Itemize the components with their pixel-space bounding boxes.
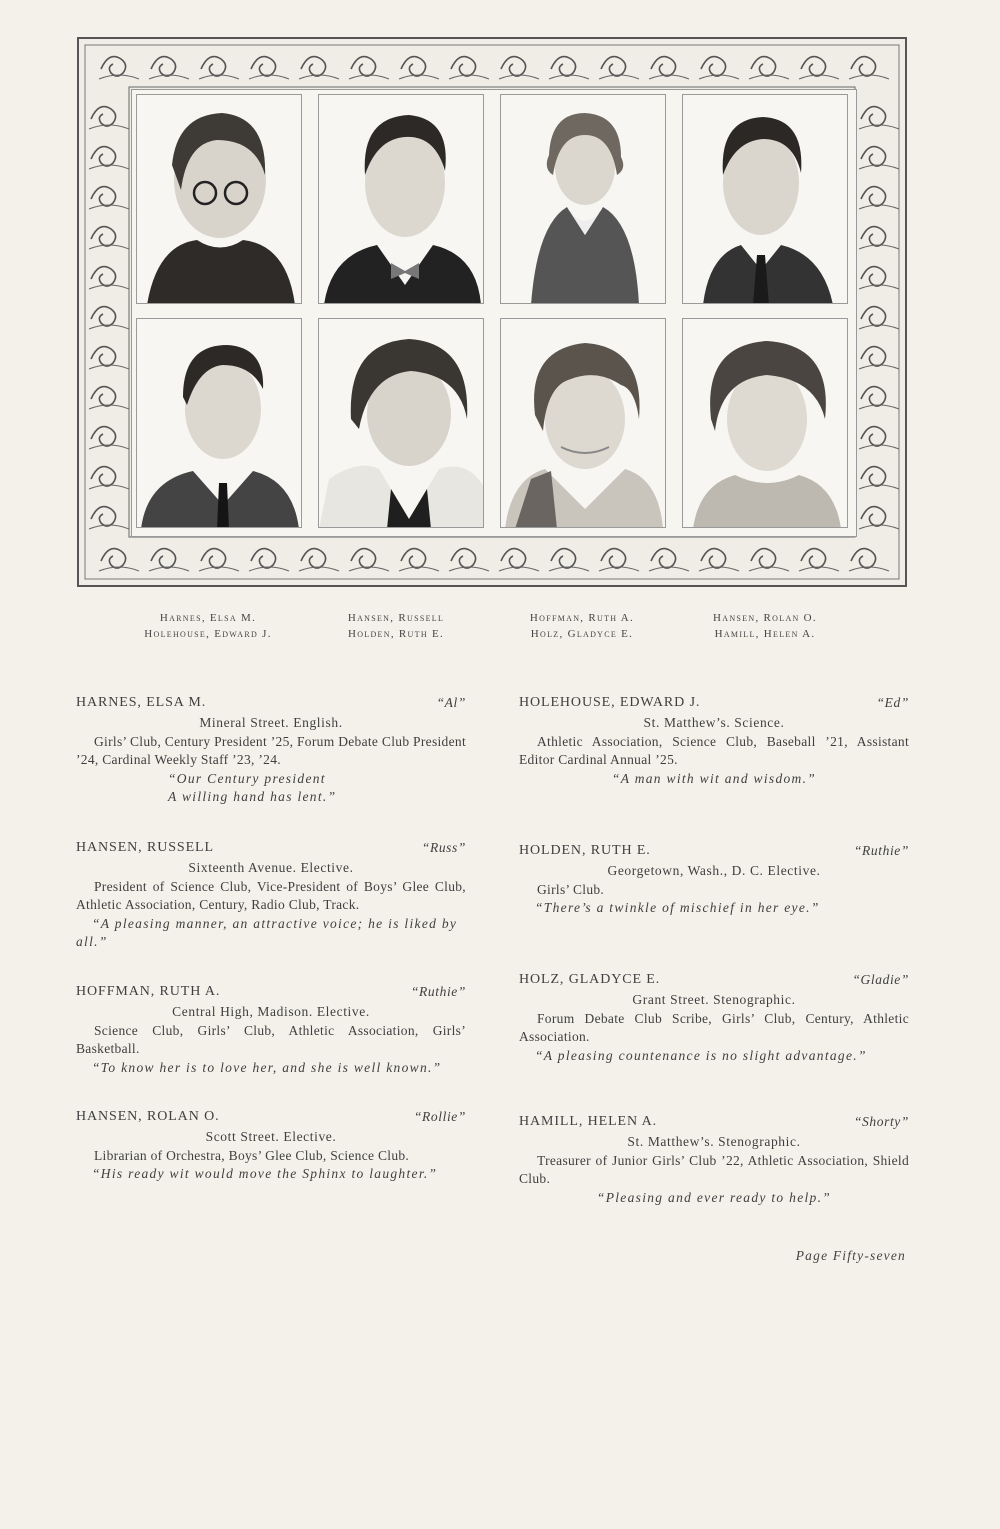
student-activities: Girls’ Club.	[537, 881, 605, 897]
portrait-photo	[136, 94, 302, 304]
student-name: HARNES, ELSA M.	[76, 695, 207, 710]
photo-grid	[131, 89, 857, 537]
caption-bottom: Holehouse, Edward J.	[144, 628, 272, 640]
student-name: HAMILL, HELEN A.	[519, 1114, 658, 1129]
student-name: HOLEHOUSE, EDWARD J.	[519, 695, 701, 710]
portrait-photo	[500, 94, 666, 304]
student-quote: “Our Century president	[168, 770, 326, 786]
student-entry	[76, 694, 466, 807]
caption-top: Hansen, Rolan O.	[713, 612, 817, 624]
student-nickname: “Ruthie”	[410, 984, 466, 999]
student-nickname: “Russ”	[421, 840, 466, 855]
caption-top: Hansen, Russell	[347, 612, 445, 624]
student-address: Mineral Street. English.	[199, 715, 343, 730]
student-name: HANSEN, RUSSELL	[76, 840, 214, 855]
student-activities: Treasurer of Junior Girls’ Club ’22, Athletic Association, Shield Club.	[519, 1152, 909, 1186]
caption-top: Hoffman, Ruth A.	[529, 612, 635, 624]
portrait-photo	[318, 94, 484, 304]
student-nickname: “Ruthie”	[853, 843, 909, 858]
student-entry	[519, 1113, 909, 1207]
caption-column	[482, 610, 682, 642]
portrait-photo	[500, 318, 666, 528]
caption-column	[108, 610, 308, 642]
caption-bottom: Holz, Gladyce E.	[530, 628, 634, 640]
student-quote: “There’s a twinkle of mischief in her eye.”	[535, 900, 820, 915]
student-nickname: “Gladie”	[852, 972, 909, 987]
student-address: St. Matthew’s. Stenographic.	[627, 1134, 801, 1149]
student-address: St. Matthew’s. Science.	[643, 715, 785, 730]
student-quote: A willing hand has lent.”	[168, 789, 337, 804]
student-address: Grant Street. Stenographic.	[632, 992, 796, 1007]
student-activities: Science Club, Girls’ Club, Athletic Association, Girls’ Basketball.	[76, 1022, 466, 1056]
page-number: Page Fifty-seven	[795, 1248, 906, 1263]
student-activities: Athletic Association, Science Club, Baseball ’21, Assistant Editor Cardinal Annual ’25.	[519, 733, 909, 767]
student-nickname: “Shorty”	[853, 1114, 909, 1129]
student-activities: President of Science Club, Vice-President of Boys’ Glee Club, Athletic Association, Century, Radio Club, Track.	[76, 878, 466, 912]
student-entry	[76, 839, 466, 952]
student-quote: “His ready wit would move the Sphinx to laughter.”	[92, 1166, 438, 1181]
caption-column	[665, 610, 865, 642]
student-entry	[519, 842, 909, 918]
portrait-photo	[318, 318, 484, 528]
student-entry	[76, 1108, 466, 1184]
student-quote: “A man with wit and wisdom.”	[611, 770, 817, 786]
student-entry	[519, 971, 909, 1065]
portrait-photo	[682, 318, 848, 528]
student-entry	[76, 983, 466, 1077]
caption-column	[296, 610, 496, 642]
student-name: HOLZ, GLADYCE E.	[519, 972, 661, 987]
student-address: Georgetown, Wash., D. C. Elective.	[607, 863, 821, 878]
student-nickname: “Al”	[436, 695, 466, 710]
student-quote: “A pleasing countenance is no slight advantage.”	[535, 1047, 867, 1063]
student-quote: “To know her is to love her, and she is well known.”	[92, 1059, 442, 1075]
student-name: HANSEN, ROLAN O.	[76, 1109, 220, 1124]
student-address: Central High, Madison. Elective.	[172, 1004, 370, 1019]
student-name: HOLDEN, RUTH E.	[519, 843, 651, 858]
student-nickname: “Rollie”	[413, 1109, 466, 1124]
caption-top: Harnes, Elsa M.	[159, 612, 257, 624]
caption-bottom: Holden, Ruth E.	[347, 628, 445, 640]
student-activities: Forum Debate Club Scribe, Girls’ Club, Century, Athletic Association.	[519, 1010, 909, 1044]
student-activities: Librarian of Orchestra, Boys’ Glee Club, Science Club.	[94, 1147, 410, 1163]
student-nickname: “Ed”	[876, 695, 909, 710]
student-entry	[519, 694, 909, 788]
student-name: HOFFMAN, RUTH A.	[76, 984, 221, 999]
student-address: Sixteenth Avenue. Elective.	[188, 860, 354, 875]
student-address: Scott Street. Elective.	[205, 1129, 337, 1144]
caption-bottom: Hamill, Helen A.	[714, 628, 816, 640]
student-activities: Girls’ Club, Century President ’25, Forum Debate Club President ’24, Cardinal Weekly Staff ’23, ’24.	[76, 733, 466, 767]
student-quote: “A pleasing manner, an attractive voice; he is liked by all.”	[76, 915, 458, 949]
photo-panel	[77, 37, 907, 587]
student-quote: “Pleasing and ever ready to help.”	[596, 1189, 832, 1205]
portrait-photo	[682, 94, 848, 304]
portrait-photo	[136, 318, 302, 528]
